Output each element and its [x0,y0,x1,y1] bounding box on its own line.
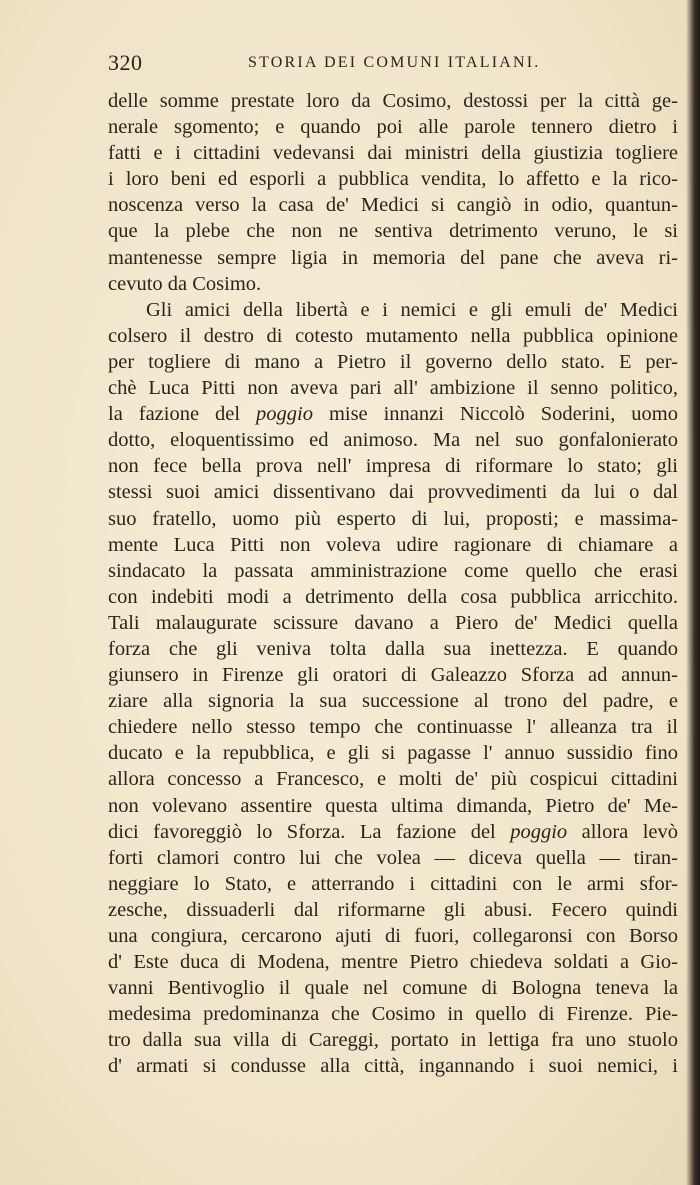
text-line: Tali malaugurate scissure davano a Piero de' Medici quella [108,611,678,634]
text-line: cevuto da Cosimo. [108,272,262,295]
text-line: chè Luca Pitti non aveva pari all' ambizione il senno politico, [108,377,678,400]
text-line: tro dalla sua villa di Careggi, portato in lettiga fra uno stuolo [108,1029,678,1052]
text-line: stessi suoi amici dissentivano dai provvedimenti da lui o dal [108,481,678,504]
text-line: medesima predominanza che Cosimo in quello di Firenze. Pie- [108,1003,678,1026]
text-line: nerale sgomento; e quando poi alle parole tennero dietro i [108,116,678,139]
text-line: i loro beni ed esporli a pubblica vendita, lo affetto e la rico- [108,168,678,191]
text-line: delle somme prestate loro da Cosimo, destossi per la città ge- [108,90,678,112]
text-line [108,819,678,845]
text-line: noscenza verso la casa de' Medici si cangiò in odio, quantun- [108,194,678,217]
text-line: dotto, eloquentissimo ed animoso. Ma nel suo gonfalonierato [108,429,678,452]
text-line: con indebiti modi a detrimento della cosa pubblica arricchito. [108,585,678,608]
page-edge-shadow [686,0,700,1185]
text-line: forti clamori contro lui che volea — diceva quella — tiran- [108,846,678,869]
text-line: non fece bella prova nell' impresa di riformare lo stato; gli [108,455,678,478]
text-line: forza che gli veniva tolta dalla sua inettezza. E quando [108,637,678,660]
text-line: giunsero in Firenze gli oratori di Galeazzo Sforza ad annun- [108,664,678,687]
text-line: una congiura, cercarono ajuti di fuori, collegaronsi con Borso [108,925,678,947]
italic-term: poggio [256,403,313,426]
text-line: sindacato la passata amministrazione come quello che erasi [108,559,678,582]
text-line: colsero il destro di cotesto mutamento nella pubblica opinione [108,324,678,347]
text-segment: la fazione del [108,403,257,426]
text-line: zesche, dissuaderli dal riformarne gli abusi. Fecero quindi [108,898,678,921]
text-line: per togliere di mano a Pietro il governo dello stato. E per- [108,350,678,373]
text-segment: allora levò [567,820,679,843]
page-number: 320 [108,50,143,75]
text-segment: mise innanzi Niccolò Soderini, uomo [312,403,678,426]
text-segment: dici favoreggiò lo Sforza. La fazione del [108,820,511,843]
text-line: neggiare lo Stato, e atterrando i cittadini con le armi sfor- [108,872,678,895]
text-line: fatti e i cittadini vedevansi dai ministri della giustizia togliere [108,142,678,165]
text-line: mente Luca Pitti non voleva udire ragionare di chiamare a [108,533,678,556]
text-line: allora concesso a Francesco, e molti de' più cospicui cittadini [108,768,678,791]
running-head: STORIA DEI COMUNI ITALIANI. [248,54,541,71]
body-text [108,88,678,1080]
text-line: ziare alla signoria la sua successione al trono del padre, e [108,690,678,713]
text-line: vanni Bentivoglio il quale nel comune di Bologna teneva la [108,977,678,1000]
page-header [108,50,678,80]
text-line: ducato e la repubblica, e gli si pagasse l' annuo sussidio fino [108,742,678,765]
italic-term: poggio [510,820,568,843]
text-line: mantenesse sempre ligia in memoria del pane che aveva ri- [108,246,678,269]
text-line: d' armati si condusse alla città, ingannando i suoi nemici, i [108,1055,678,1078]
text-line: que la plebe che non ne sentiva detrimento veruno, le si [108,220,678,243]
text-line: non volevano assentire questa ultima dimanda, Pietro de' Me- [108,794,678,817]
text-line: d' Este duca di Modena, mentre Pietro chiedeva soldati a Gio- [108,951,678,974]
text-line: chiedere nello stesso tempo che continuasse l' alleanza tra il [108,716,678,739]
text-line [108,401,678,427]
text-line: suo fratello, uomo più esperto di lui, proposti; e massima- [108,507,678,530]
text-line: Gli amici della libertà e i nemici e gli emuli de' Medici [146,298,678,321]
